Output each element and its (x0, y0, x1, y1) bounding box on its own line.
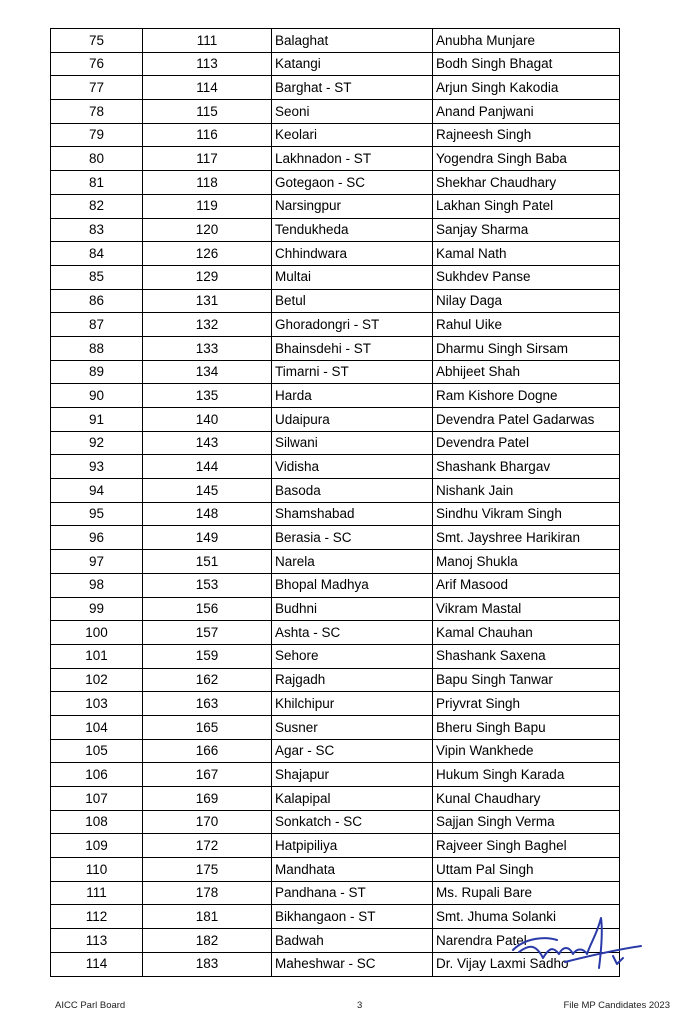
candidate-name-cell: Sajjan Singh Verma (433, 810, 620, 834)
constituency-number-cell: 129 (143, 265, 272, 289)
candidate-name-cell: Devendra Patel (433, 431, 620, 455)
candidate-name-cell: Sukhdev Panse (433, 265, 620, 289)
constituency-name-cell: Narela (272, 550, 433, 574)
constituency-number-cell: 170 (143, 810, 272, 834)
serial-number-cell: 95 (51, 502, 143, 526)
candidate-name-cell: Bapu Singh Tanwar (433, 668, 620, 692)
footer-left-label: AICC Parl Board (55, 1000, 126, 1011)
constituency-name-cell: Kalapipal (272, 787, 433, 811)
constituency-number-cell: 116 (143, 123, 272, 147)
constituency-number-cell: 181 (143, 905, 272, 929)
candidate-name-cell: Rajveer Singh Baghel (433, 834, 620, 858)
table-row (51, 621, 620, 645)
serial-number-cell: 78 (51, 100, 143, 124)
table-row (51, 715, 620, 739)
table-row (51, 123, 620, 147)
serial-number-cell: 94 (51, 479, 143, 503)
constituency-number-cell: 118 (143, 171, 272, 195)
candidate-name-cell: Smt. Jhuma Solanki (433, 905, 620, 929)
table-row (51, 29, 620, 53)
candidate-name-cell: Bodh Singh Bhagat (433, 52, 620, 76)
table-row (51, 384, 620, 408)
constituency-number-cell: 126 (143, 242, 272, 266)
candidate-name-cell: Ms. Rupali Bare (433, 881, 620, 905)
constituency-name-cell: Betul (272, 289, 433, 313)
candidate-name-cell: Nilay Daga (433, 289, 620, 313)
candidate-name-cell: Bheru Singh Bapu (433, 715, 620, 739)
constituency-name-cell: Susner (272, 715, 433, 739)
constituency-name-cell: Agar - SC (272, 739, 433, 763)
constituency-number-cell: 169 (143, 787, 272, 811)
table-row (51, 408, 620, 432)
constituency-name-cell: Budhni (272, 597, 433, 621)
constituency-number-cell: 151 (143, 550, 272, 574)
table-row (51, 858, 620, 882)
constituency-name-cell: Gotegaon - SC (272, 171, 433, 195)
table-row (51, 76, 620, 100)
constituency-name-cell: Berasia - SC (272, 526, 433, 550)
candidate-name-cell: Manoj Shukla (433, 550, 620, 574)
constituency-number-cell: 119 (143, 194, 272, 218)
serial-number-cell: 85 (51, 265, 143, 289)
constituency-name-cell: Maheshwar - SC (272, 952, 433, 976)
constituency-name-cell: Badwah (272, 929, 433, 953)
constituency-number-cell: 156 (143, 597, 272, 621)
constituency-name-cell: Keolari (272, 123, 433, 147)
candidate-name-cell: Vikram Mastal (433, 597, 620, 621)
serial-number-cell: 102 (51, 668, 143, 692)
candidate-name-cell: Vipin Wankhede (433, 739, 620, 763)
serial-number-cell: 114 (51, 952, 143, 976)
constituency-number-cell: 113 (143, 52, 272, 76)
candidate-name-cell: Kunal Chaudhary (433, 787, 620, 811)
table-row (51, 242, 620, 266)
candidate-name-cell: Dr. Vijay Laxmi Sadho (433, 952, 620, 976)
candidates-table-body (51, 29, 620, 977)
candidate-name-cell: Anubha Munjare (433, 29, 620, 53)
table-row (51, 692, 620, 716)
constituency-number-cell: 178 (143, 881, 272, 905)
table-row (51, 431, 620, 455)
constituency-name-cell: Tendukheda (272, 218, 433, 242)
constituency-number-cell: 120 (143, 218, 272, 242)
constituency-name-cell: Silwani (272, 431, 433, 455)
constituency-name-cell: Katangi (272, 52, 433, 76)
table-row (51, 455, 620, 479)
constituency-name-cell: Lakhnadon - ST (272, 147, 433, 171)
constituency-number-cell: 163 (143, 692, 272, 716)
serial-number-cell: 91 (51, 408, 143, 432)
constituency-number-cell: 153 (143, 573, 272, 597)
table-row (51, 100, 620, 124)
serial-number-cell: 77 (51, 76, 143, 100)
serial-number-cell: 101 (51, 644, 143, 668)
constituency-name-cell: Khilchipur (272, 692, 433, 716)
table-row (51, 336, 620, 360)
serial-number-cell: 107 (51, 787, 143, 811)
page-number: 3 (357, 1000, 363, 1011)
constituency-number-cell: 140 (143, 408, 272, 432)
constituency-number-cell: 145 (143, 479, 272, 503)
constituency-name-cell: Pandhana - ST (272, 881, 433, 905)
serial-number-cell: 98 (51, 573, 143, 597)
signature-mark (505, 912, 645, 982)
constituency-name-cell: Timarni - ST (272, 360, 433, 384)
constituency-number-cell: 117 (143, 147, 272, 171)
constituency-number-cell: 182 (143, 929, 272, 953)
serial-number-cell: 86 (51, 289, 143, 313)
table-row (51, 526, 620, 550)
candidate-name-cell: Sanjay Sharma (433, 218, 620, 242)
candidate-name-cell: Shashank Saxena (433, 644, 620, 668)
candidates-table (50, 28, 620, 977)
table-row (51, 147, 620, 171)
table-row (51, 881, 620, 905)
candidate-name-cell: Priyvrat Singh (433, 692, 620, 716)
constituency-name-cell: Udaipura (272, 408, 433, 432)
candidate-name-cell: Sindhu Vikram Singh (433, 502, 620, 526)
table-row (51, 810, 620, 834)
constituency-name-cell: Balaghat (272, 29, 433, 53)
constituency-name-cell: Hatpipiliya (272, 834, 433, 858)
candidate-name-cell: Abhijeet Shah (433, 360, 620, 384)
constituency-name-cell: Sehore (272, 644, 433, 668)
constituency-number-cell: 148 (143, 502, 272, 526)
serial-number-cell: 75 (51, 29, 143, 53)
constituency-name-cell: Sonkatch - SC (272, 810, 433, 834)
table-row (51, 550, 620, 574)
table-row (51, 787, 620, 811)
table-row (51, 171, 620, 195)
constituency-number-cell: 157 (143, 621, 272, 645)
serial-number-cell: 106 (51, 763, 143, 787)
candidate-name-cell: Nishank Jain (433, 479, 620, 503)
candidate-name-cell: Hukum Singh Karada (433, 763, 620, 787)
serial-number-cell: 92 (51, 431, 143, 455)
constituency-number-cell: 149 (143, 526, 272, 550)
candidate-name-cell: Yogendra Singh Baba (433, 147, 620, 171)
serial-number-cell: 79 (51, 123, 143, 147)
table-row (51, 194, 620, 218)
candidate-name-cell: Dharmu Singh Sirsam (433, 336, 620, 360)
constituency-number-cell: 114 (143, 76, 272, 100)
serial-number-cell: 103 (51, 692, 143, 716)
serial-number-cell: 81 (51, 171, 143, 195)
table-row (51, 479, 620, 503)
serial-number-cell: 76 (51, 52, 143, 76)
serial-number-cell: 88 (51, 336, 143, 360)
serial-number-cell: 110 (51, 858, 143, 882)
constituency-name-cell: Seoni (272, 100, 433, 124)
table-row (51, 52, 620, 76)
serial-number-cell: 105 (51, 739, 143, 763)
constituency-name-cell: Bhopal Madhya (272, 573, 433, 597)
table-row (51, 739, 620, 763)
constituency-name-cell: Mandhata (272, 858, 433, 882)
table-row (51, 668, 620, 692)
table-row (51, 834, 620, 858)
serial-number-cell: 108 (51, 810, 143, 834)
candidate-name-cell: Anand Panjwani (433, 100, 620, 124)
table-row (51, 218, 620, 242)
candidate-name-cell: Kamal Chauhan (433, 621, 620, 645)
constituency-name-cell: Shajapur (272, 763, 433, 787)
table-row (51, 360, 620, 384)
candidate-name-cell: Smt. Jayshree Harikiran (433, 526, 620, 550)
constituency-name-cell: Multai (272, 265, 433, 289)
serial-number-cell: 99 (51, 597, 143, 621)
candidate-name-cell: Kamal Nath (433, 242, 620, 266)
candidate-name-cell: Arif Masood (433, 573, 620, 597)
constituency-number-cell: 132 (143, 313, 272, 337)
table-row (51, 313, 620, 337)
candidate-name-cell: Arjun Singh Kakodia (433, 76, 620, 100)
serial-number-cell: 96 (51, 526, 143, 550)
serial-number-cell: 97 (51, 550, 143, 574)
constituency-number-cell: 183 (143, 952, 272, 976)
serial-number-cell: 109 (51, 834, 143, 858)
constituency-number-cell: 131 (143, 289, 272, 313)
table-row (51, 644, 620, 668)
table-row (51, 763, 620, 787)
serial-number-cell: 112 (51, 905, 143, 929)
constituency-number-cell: 111 (143, 29, 272, 53)
constituency-name-cell: Vidisha (272, 455, 433, 479)
constituency-name-cell: Shamshabad (272, 502, 433, 526)
serial-number-cell: 87 (51, 313, 143, 337)
serial-number-cell: 104 (51, 715, 143, 739)
serial-number-cell: 84 (51, 242, 143, 266)
constituency-number-cell: 165 (143, 715, 272, 739)
table-row (51, 502, 620, 526)
constituency-name-cell: Chhindwara (272, 242, 433, 266)
candidate-name-cell: Lakhan Singh Patel (433, 194, 620, 218)
table-row (51, 265, 620, 289)
constituency-number-cell: 135 (143, 384, 272, 408)
constituency-name-cell: Basoda (272, 479, 433, 503)
table-row (51, 289, 620, 313)
candidate-name-cell: Ram Kishore Dogne (433, 384, 620, 408)
serial-number-cell: 100 (51, 621, 143, 645)
serial-number-cell: 82 (51, 194, 143, 218)
constituency-name-cell: Barghat - ST (272, 76, 433, 100)
constituency-number-cell: 172 (143, 834, 272, 858)
serial-number-cell: 90 (51, 384, 143, 408)
constituency-number-cell: 167 (143, 763, 272, 787)
serial-number-cell: 93 (51, 455, 143, 479)
constituency-number-cell: 159 (143, 644, 272, 668)
serial-number-cell: 80 (51, 147, 143, 171)
serial-number-cell: 113 (51, 929, 143, 953)
constituency-name-cell: Bikhangaon - ST (272, 905, 433, 929)
constituency-number-cell: 143 (143, 431, 272, 455)
constituency-number-cell: 115 (143, 100, 272, 124)
candidate-name-cell: Shashank Bhargav (433, 455, 620, 479)
serial-number-cell: 111 (51, 881, 143, 905)
constituency-name-cell: Narsingpur (272, 194, 433, 218)
constituency-name-cell: Bhainsdehi - ST (272, 336, 433, 360)
constituency-number-cell: 134 (143, 360, 272, 384)
constituency-number-cell: 162 (143, 668, 272, 692)
constituency-number-cell: 175 (143, 858, 272, 882)
candidate-name-cell: Shekhar Chaudhary (433, 171, 620, 195)
table-row (51, 597, 620, 621)
footer-right-label: File MP Candidates 2023 (563, 1000, 670, 1011)
candidate-name-cell: Rajneesh Singh (433, 123, 620, 147)
constituency-number-cell: 166 (143, 739, 272, 763)
serial-number-cell: 83 (51, 218, 143, 242)
candidate-name-cell: Narendra Patel (433, 929, 620, 953)
constituency-name-cell: Ashta - SC (272, 621, 433, 645)
candidate-name-cell: Devendra Patel Gadarwas (433, 408, 620, 432)
candidate-name-cell: Uttam Pal Singh (433, 858, 620, 882)
candidate-name-cell: Rahul Uike (433, 313, 620, 337)
constituency-name-cell: Ghoradongri - ST (272, 313, 433, 337)
table-row (51, 573, 620, 597)
constituency-name-cell: Rajgadh (272, 668, 433, 692)
serial-number-cell: 89 (51, 360, 143, 384)
constituency-name-cell: Harda (272, 384, 433, 408)
constituency-number-cell: 133 (143, 336, 272, 360)
constituency-number-cell: 144 (143, 455, 272, 479)
